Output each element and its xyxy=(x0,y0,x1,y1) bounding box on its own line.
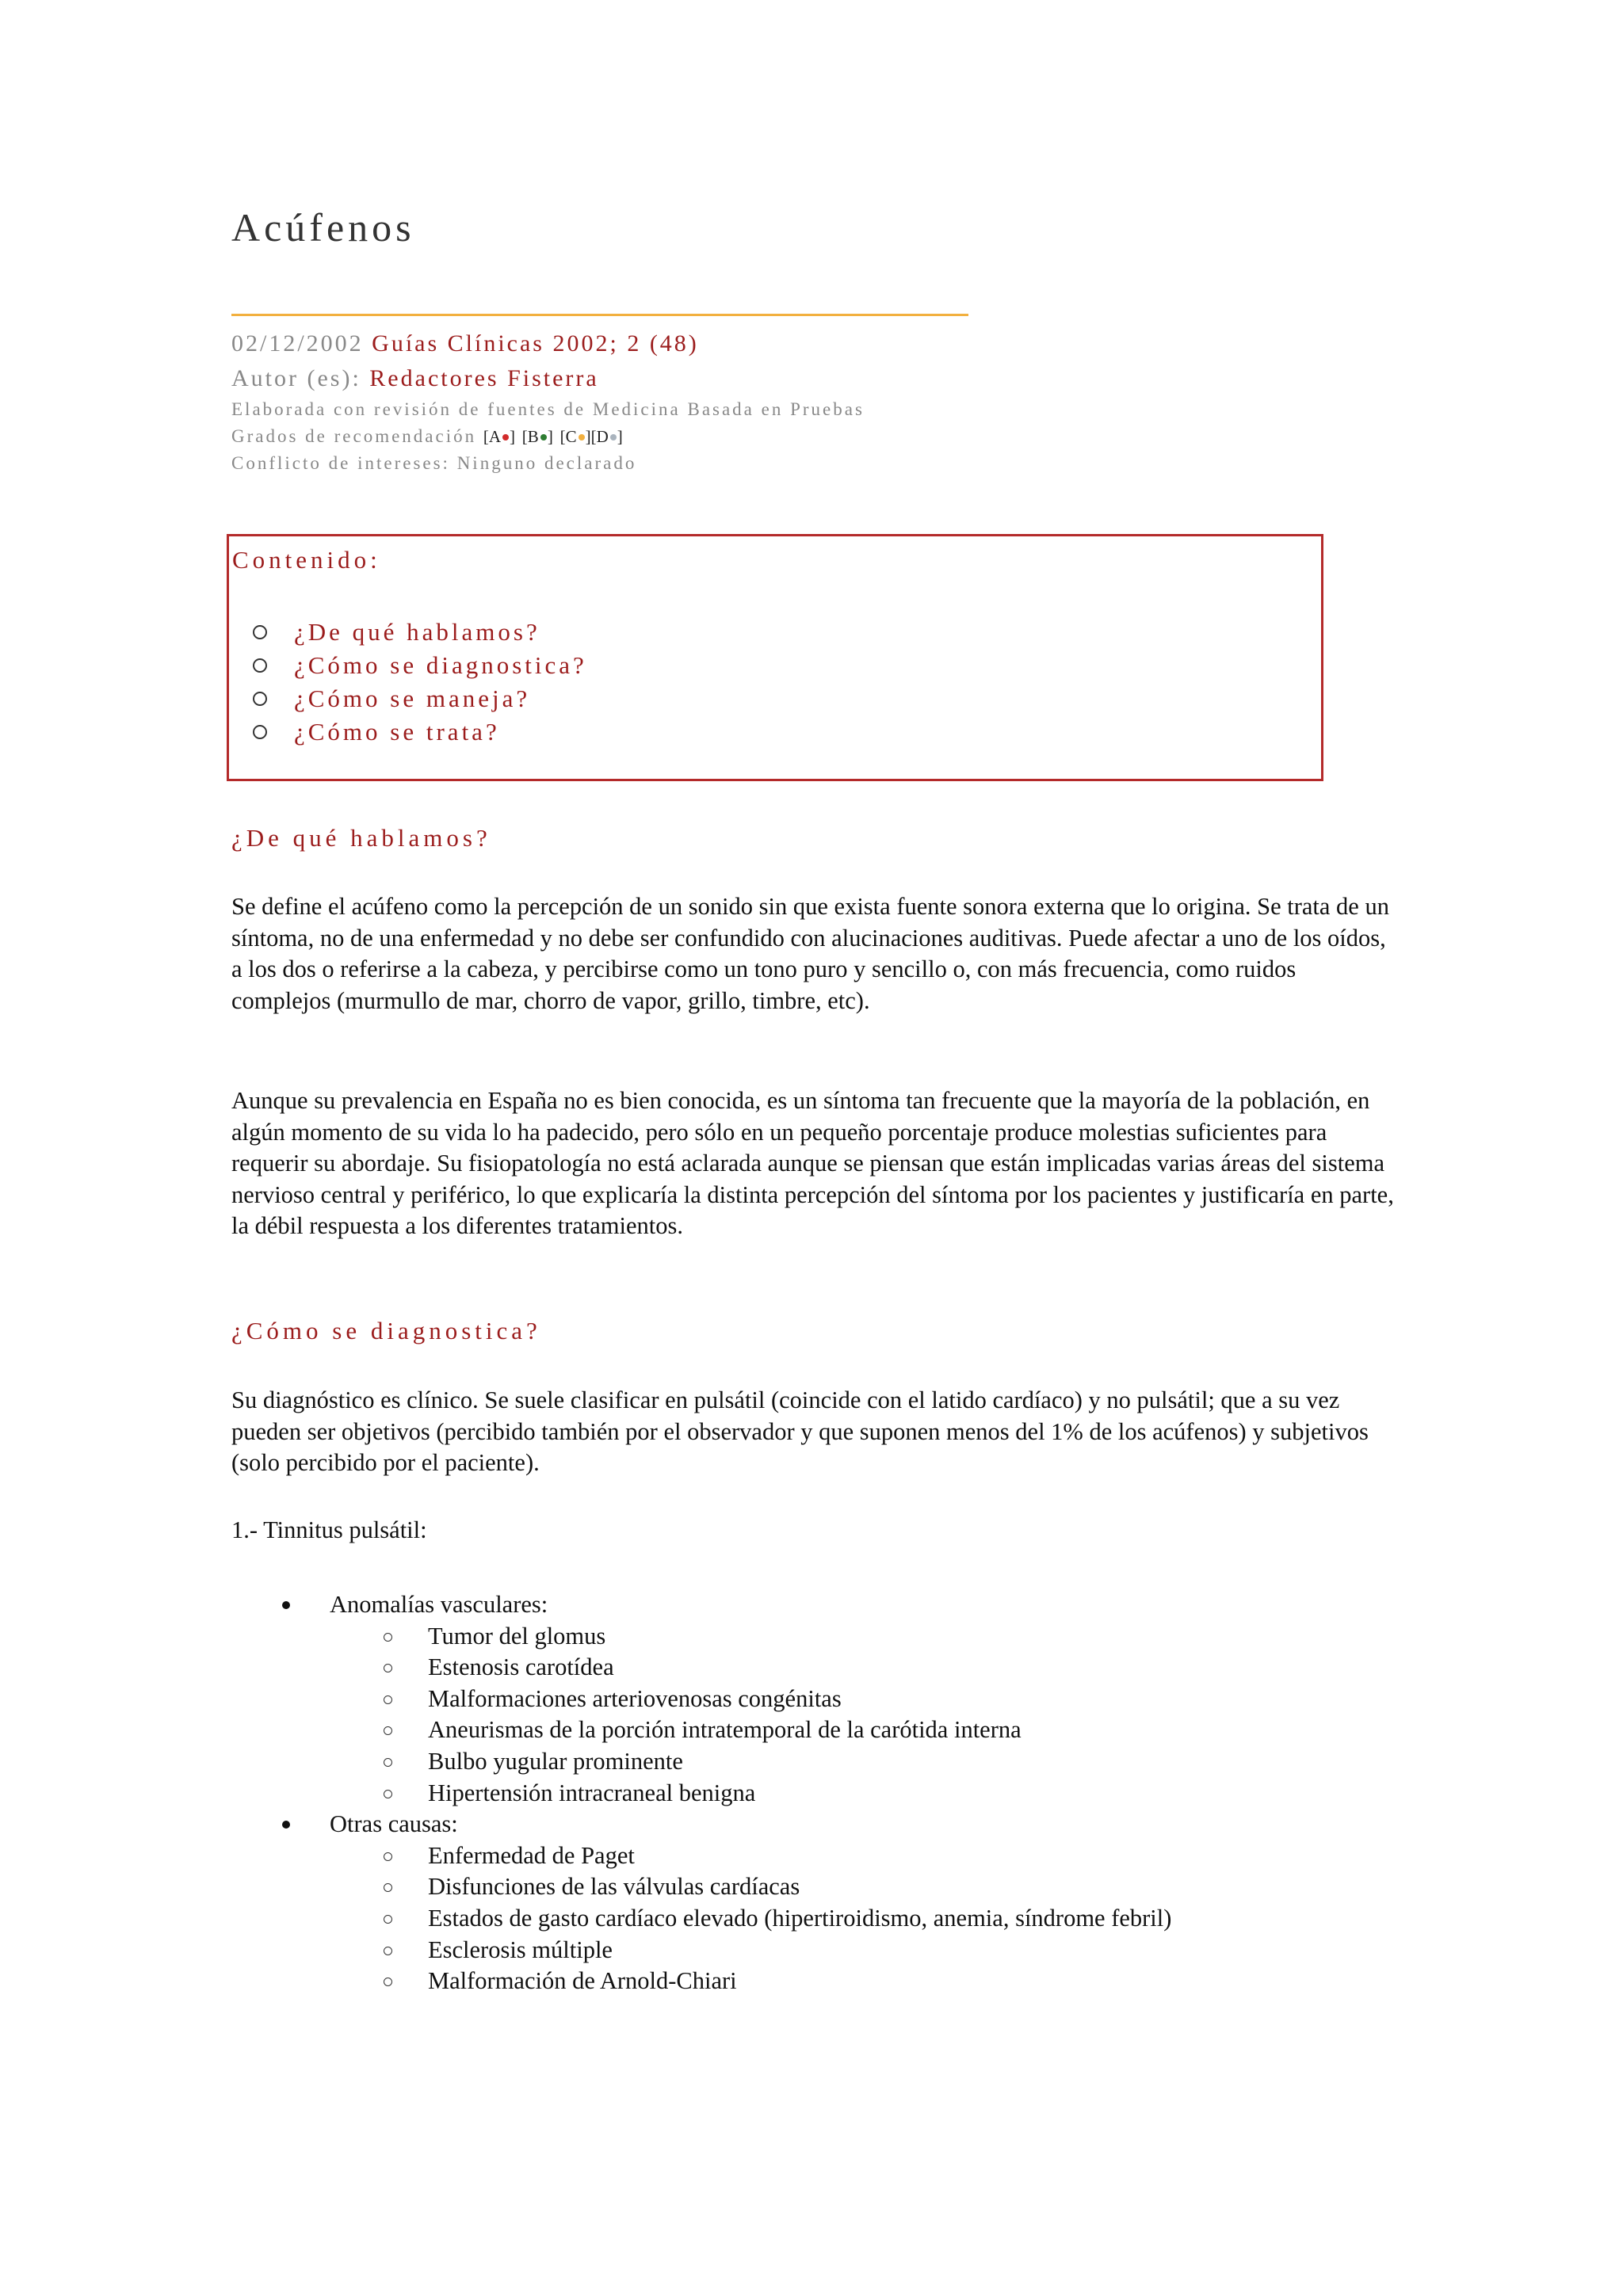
grade-b-letter: B xyxy=(527,427,539,446)
section2-paragraph-1: Su diagnóstico es clínico. Se suele clasificar en pulsátil (coincide con el latido cardíaco) y no pulsátil; que a su vez pueden ser objetivos (percibido también por el observador y que suponen menos del 1% de los acúfenos) y subjetivos (solo percibido por el paciente). xyxy=(231,1386,1369,1477)
meta-grades-label: Grados de recomendación xyxy=(231,426,477,446)
title-divider xyxy=(231,314,968,316)
grade-c-letter: C xyxy=(565,427,577,446)
list-item: Bulbo yugular prominente xyxy=(330,1746,1171,1778)
list-item xyxy=(279,1589,1171,1809)
list-item: Aneurismas de la porción intratemporal de la carótida interna xyxy=(330,1714,1171,1746)
causes-list xyxy=(279,1589,1171,1997)
section1-paragraph-2: Aunque su prevalencia en España no es bien conocida, es un síntoma tan frecuente que la mayoría de la población, en algún momento de su vida lo ha padecido, pero sólo en un pequeño porcentaje produce molestias suficientes para requerir su abordaje. Su fisiopatología no está aclarada aunque se piensan que están implicadas varias áreas del sistema nervioso central y periférico, lo que explicaría la distinta percepción del síntoma por los pacientes y justificaría en parte, la débil respuesta a los diferentes tratamientos. xyxy=(231,1087,1394,1240)
toc-link-que-hablamos[interactable]: ¿De qué hablamos? xyxy=(294,618,540,646)
tinnitus-pulsatil-heading: 1.- Tinnitus pulsátil: xyxy=(231,1516,427,1543)
hollow-bullet-icon xyxy=(253,625,267,639)
toc-item[interactable] xyxy=(253,682,587,715)
meta-author-link[interactable]: Redactores Fisterra xyxy=(369,365,599,391)
meta-date: 02/12/2002 xyxy=(231,330,364,357)
list-item: Hipertensión intracraneal benigna xyxy=(330,1778,1171,1810)
grade-c-badge[interactable]: [C ] xyxy=(559,427,591,446)
toc-item[interactable] xyxy=(253,715,587,749)
sublist-otras xyxy=(330,1840,1171,1997)
list-item: Malformaciones arteriovenosas congénitas xyxy=(330,1684,1171,1715)
grade-b-dot-icon xyxy=(540,434,547,441)
toc-link-trata[interactable]: ¿Cómo se trata? xyxy=(294,718,500,746)
group-label-otras: Otras causas: xyxy=(330,1810,458,1838)
meta-author-label: Autor (es): xyxy=(231,365,361,391)
toc-link-diagnostica[interactable]: ¿Cómo se diagnostica? xyxy=(294,651,587,679)
meta-date-line xyxy=(231,326,865,361)
hollow-bullet-icon xyxy=(253,658,267,673)
grade-d-badge[interactable]: [D ] xyxy=(590,427,623,446)
meta-conflict: Conflicto de intereses: Ninguno declarado xyxy=(231,453,637,473)
grade-c-dot-icon xyxy=(579,434,585,441)
toc-item[interactable] xyxy=(253,616,587,649)
grade-d-letter: D xyxy=(596,427,609,446)
list-item: Enfermedad de Paget xyxy=(330,1840,1171,1872)
grade-a-dot-icon xyxy=(502,434,509,441)
grade-d-dot-icon xyxy=(610,434,617,441)
meta-author-line xyxy=(231,361,865,396)
sublist-vasculares xyxy=(330,1621,1171,1810)
hollow-bullet-icon xyxy=(253,692,267,706)
grade-a-badge[interactable]: [A ] xyxy=(483,427,516,446)
section-heading-diagnostica: ¿Cómo se diagnostica? xyxy=(231,1317,541,1344)
list-item xyxy=(279,1809,1171,1997)
document-meta xyxy=(231,326,865,477)
section-heading-que-hablamos: ¿De qué hablamos? xyxy=(231,824,491,852)
toc-link-maneja[interactable]: ¿Cómo se maneja? xyxy=(294,685,531,712)
page-title: Acúfenos xyxy=(231,205,415,250)
hollow-bullet-icon xyxy=(253,725,267,739)
list-item: Tumor del glomus xyxy=(330,1621,1171,1653)
meta-source-link[interactable]: Guías Clínicas 2002; 2 (48) xyxy=(372,330,699,357)
meta-grades-line xyxy=(231,423,865,450)
table-of-contents xyxy=(227,534,1323,781)
list-item: Estenosis carotídea xyxy=(330,1652,1171,1684)
section1-paragraph-1: Se define el acúfeno como la percepción de un sonido sin que exista fuente sonora externa que lo origina. Se trata de un síntoma, no de una enfermedad y no debe ser confundido con alucinaciones auditivas. Puede afectar a uno de los oídos, a los dos o referirse a la cabeza, y percibirse como un tono puro y sencillo o, con más frecuencia, como ruidos complejos (murmullo de mar, chorro de vapor, grillo, timbre, etc). xyxy=(231,893,1389,1014)
toc-list xyxy=(253,616,587,749)
meta-elaborated: Elaborada con revisión de fuentes de Medicina Basada en Pruebas xyxy=(231,399,865,419)
list-item: Disfunciones de las válvulas cardíacas xyxy=(330,1871,1171,1903)
toc-title: Contenido: xyxy=(232,546,381,574)
grade-b-badge[interactable]: [B ] xyxy=(521,427,553,446)
toc-item[interactable] xyxy=(253,649,587,682)
group-label-vasculares: Anomalías vasculares: xyxy=(330,1591,548,1618)
list-item: Esclerosis múltiple xyxy=(330,1935,1171,1966)
grade-a-letter: A xyxy=(488,427,502,446)
list-item: Malformación de Arnold-Chiari xyxy=(330,1966,1171,1997)
list-item: Estados de gasto cardíaco elevado (hipertiroidismo, anemia, síndrome febril) xyxy=(330,1903,1171,1935)
